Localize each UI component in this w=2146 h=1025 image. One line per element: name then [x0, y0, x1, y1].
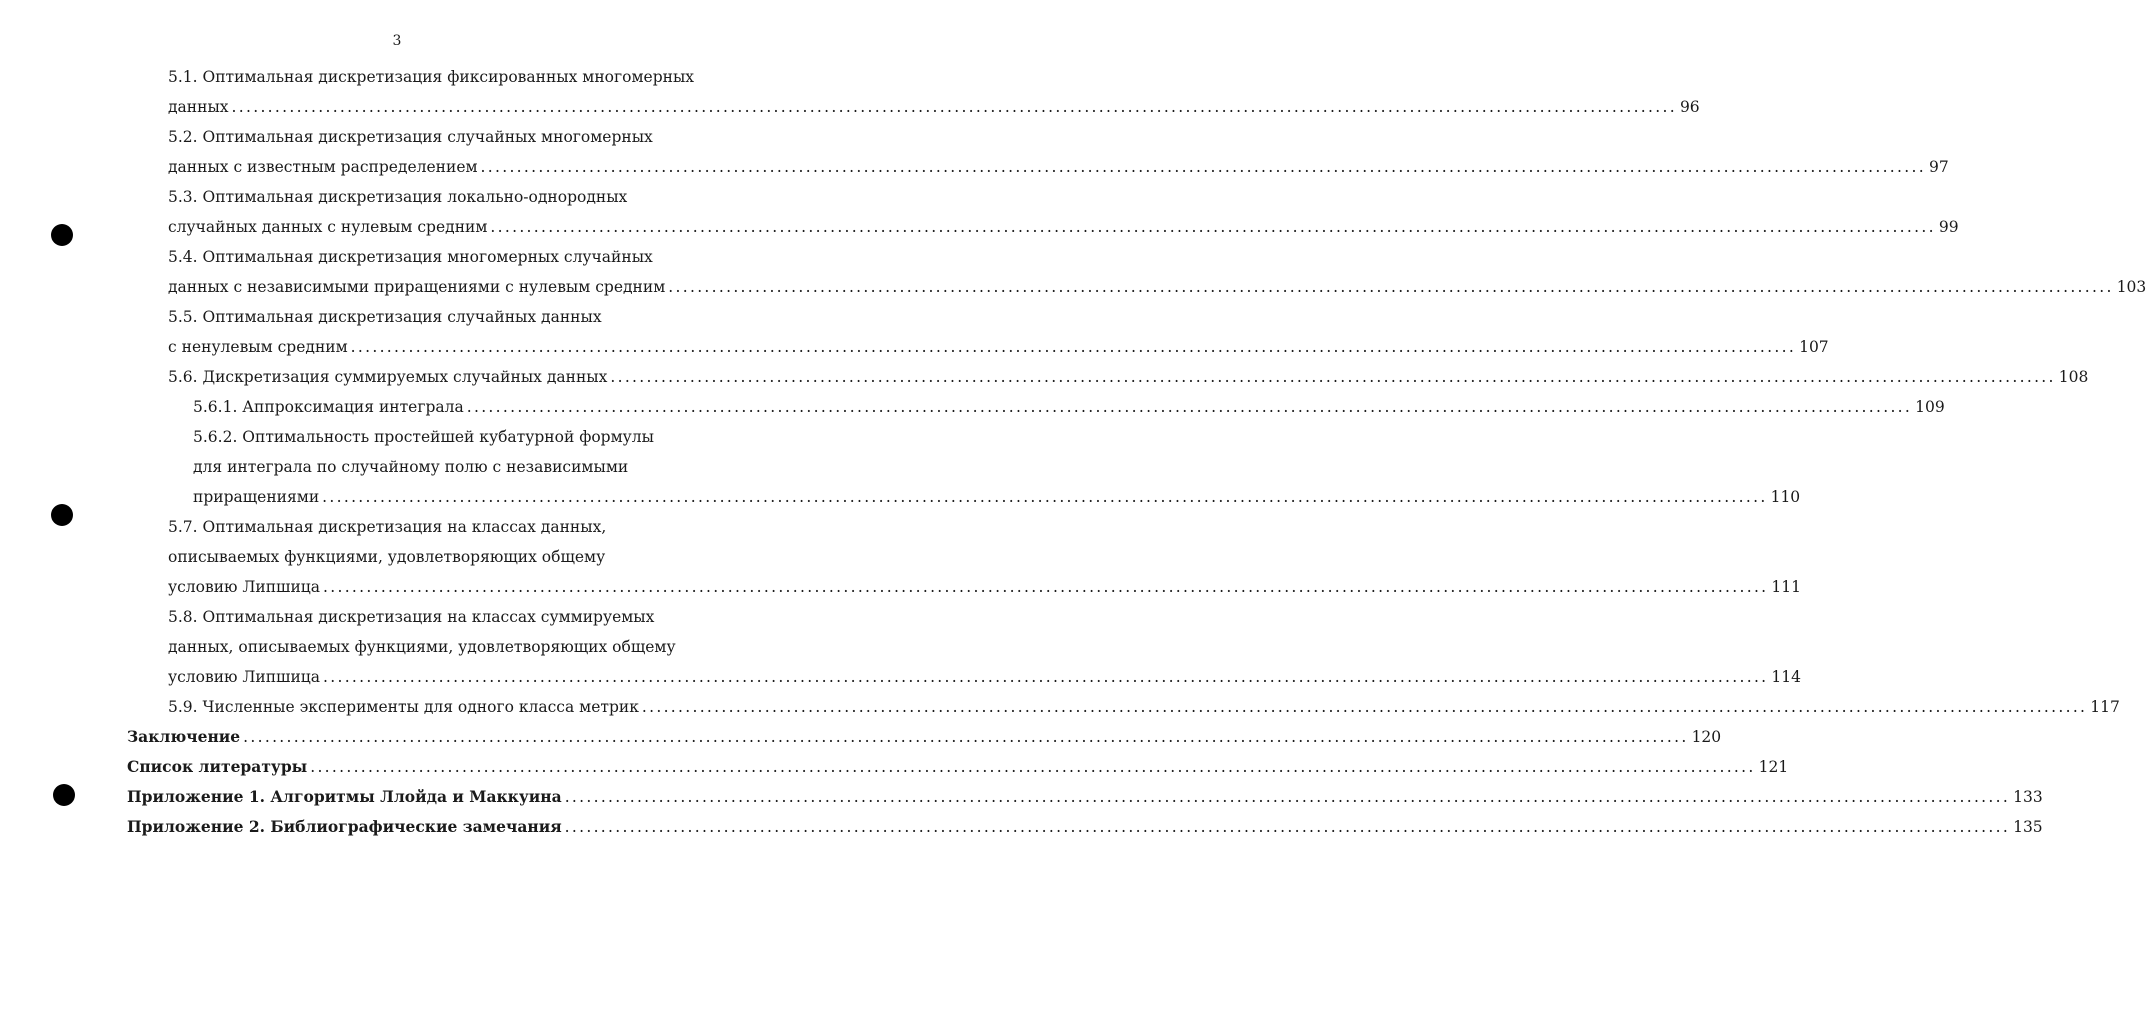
toc-line	[193, 422, 654, 452]
toc-line[interactable]	[193, 482, 1801, 512]
toc-entry-text: 5.3. Оптимальная дискретизация локально-однородных	[168, 188, 628, 206]
toc-line[interactable]	[168, 212, 1959, 242]
leader-dots: ........................................................................................................................................................................................................	[564, 818, 2011, 836]
toc-entry-text: для интеграла по случайному полю с независимыми	[193, 458, 629, 476]
toc-line[interactable]	[168, 662, 1802, 692]
toc-entry-text: 5.5. Оптимальная дискретизация случайных данных	[168, 308, 602, 326]
toc-line	[168, 602, 654, 632]
toc-entry-text: 5.2. Оптимальная дискретизация случайных многомерных	[168, 128, 653, 146]
leader-dots: ........................................................................................................................................................................................................	[323, 668, 1769, 686]
leader-dots: ........................................................................................................................................................................................................	[668, 278, 2114, 296]
toc-page-number: 117	[2090, 698, 2120, 716]
toc-entry-text: 5.8. Оптимальная дискретизация на классах суммируемых	[168, 608, 655, 626]
toc-page-number: 96	[1679, 98, 1700, 116]
toc-line[interactable]	[168, 332, 1829, 362]
toc-page-number: 120	[1691, 728, 1722, 746]
toc-line	[168, 512, 606, 542]
toc-line[interactable]	[168, 152, 1949, 182]
toc-line	[168, 242, 653, 272]
toc-entry-text: данных, описываемых функциями, удовлетворяющих общему	[168, 638, 676, 656]
leader-dots: ........................................................................................................................................................................................................	[322, 488, 1768, 506]
toc-page-number: 97	[1928, 158, 1949, 176]
toc-line-references[interactable]	[127, 752, 1789, 782]
toc-line-conclusion[interactable]	[127, 722, 1722, 752]
toc-page-number: 109	[1915, 398, 1945, 416]
toc-line	[168, 122, 653, 152]
toc-line[interactable]	[168, 692, 2120, 722]
toc-entry-text: данных с независимыми приращениями с нулевым средним	[168, 278, 666, 296]
toc-entry-text: данных с известным распределением	[168, 158, 478, 176]
toc-page-number: 103	[2116, 278, 2146, 296]
toc-entry-text: Приложение 2. Библиографические замечания	[127, 817, 562, 836]
toc-page-number: 133	[2013, 788, 2043, 806]
toc-line	[168, 62, 694, 92]
toc-entry-text: 5.6.2. Оптимальность простейшей кубатурной формулы	[193, 428, 654, 446]
toc-entry-text: 5.6. Дискретизация суммируемых случайных данных	[168, 368, 608, 386]
toc-entry-text: описываемых функциями, удовлетворяющих общему	[168, 548, 606, 566]
toc-line	[168, 632, 676, 662]
toc-line	[168, 542, 605, 572]
toc-line[interactable]	[168, 362, 2089, 392]
leader-dots: ........................................................................................................................................................................................................	[564, 788, 2011, 806]
leader-dots: ........................................................................................................................................................................................................	[350, 338, 1797, 356]
toc-line[interactable]	[168, 272, 2146, 302]
toc-entry-text: Приложение 1. Алгоритмы Ллойда и Маккуина	[127, 787, 562, 806]
toc-entry-text: 5.9. Численные эксперименты для одного класса метрик	[168, 698, 639, 716]
toc-entry-text: Заключение	[127, 727, 241, 746]
toc-entry-text: условию Липшица	[168, 668, 321, 686]
toc-page-number: 114	[1771, 668, 1802, 686]
toc-page-number: 110	[1770, 488, 1801, 506]
toc-line	[168, 182, 627, 212]
toc-line[interactable]	[168, 572, 1802, 602]
leader-dots: ........................................................................................................................................................................................................	[490, 218, 1936, 236]
leader-dots: ........................................................................................................................................................................................................	[231, 98, 1677, 116]
leader-dots: ........................................................................................................................................................................................................	[243, 728, 1689, 746]
toc-entry-text: случайных данных с нулевым средним	[168, 218, 488, 236]
toc-entry-text: 5.1. Оптимальная дискретизация фиксированных многомерных	[168, 68, 695, 86]
punch-hole-bottom	[53, 784, 75, 806]
toc-line-appendix-1[interactable]	[127, 782, 2043, 812]
page-number: 3	[392, 33, 402, 49]
toc-page-number: 108	[2058, 368, 2089, 386]
toc-line[interactable]	[168, 92, 1700, 122]
toc-page-number: 135	[2013, 818, 2043, 836]
toc-page-number: 111	[1771, 578, 1802, 596]
toc-entry-text: 5.7. Оптимальная дискретизация на классах данных,	[168, 518, 607, 536]
leader-dots: ........................................................................................................................................................................................................	[466, 398, 1913, 416]
toc-entry-text: 5.4. Оптимальная дискретизация многомерных случайных	[168, 248, 653, 266]
toc-line-appendix-2[interactable]	[127, 812, 2043, 842]
leader-dots: ........................................................................................................................................................................................................	[610, 368, 2056, 386]
toc-page-number: 99	[1938, 218, 1959, 236]
toc-entry-text: условию Липшица	[168, 578, 321, 596]
toc-line[interactable]	[193, 392, 1945, 422]
punch-hole-middle	[51, 504, 73, 526]
toc-line	[193, 452, 628, 482]
leader-dots: ........................................................................................................................................................................................................	[480, 158, 1926, 176]
toc-page-number: 121	[1758, 758, 1789, 776]
toc-line	[168, 302, 602, 332]
toc-entry-text: Список литературы	[127, 757, 308, 776]
leader-dots: ........................................................................................................................................................................................................	[310, 758, 1756, 776]
toc-entry-text: 5.6.1. Аппроксимация интеграла	[193, 398, 464, 416]
toc-entry-text: приращениями	[193, 488, 320, 506]
toc-entry-text: данных	[168, 98, 229, 116]
toc-entry-text: с ненулевым средним	[168, 338, 348, 356]
leader-dots: ........................................................................................................................................................................................................	[641, 698, 2088, 716]
punch-hole-top	[51, 224, 73, 246]
toc-page-number: 107	[1799, 338, 1829, 356]
leader-dots: ........................................................................................................................................................................................................	[323, 578, 1769, 596]
